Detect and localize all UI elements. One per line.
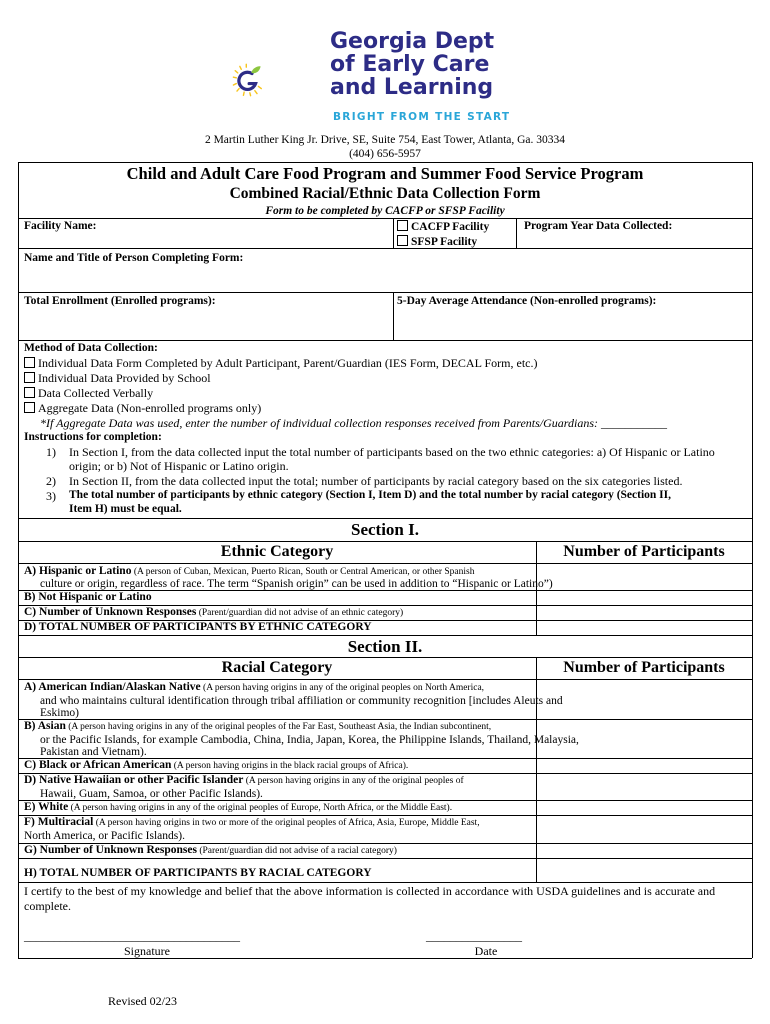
row-label: C) Number of Unknown Responses <box>24 606 197 618</box>
date-line[interactable]: ________________ <box>426 929 522 943</box>
method-option-label: Individual Data Form Completed by Adult Participant, Parent/Guardian (IES Form, DECAL Form, etc.) <box>38 356 538 370</box>
signature-label: Signature <box>124 944 170 958</box>
instruction-3-line-1: The total number of participants by ethnic category (Section I, Item D) and the total number by racial category (Section II, <box>69 489 671 501</box>
row-desc: (A person having origins in the black racial groups of Africa). <box>171 761 409 771</box>
sfsp-checkbox[interactable] <box>397 235 408 246</box>
method-option-label: Data Collected Verbally <box>38 386 154 400</box>
ethnic-row-a-desc2: culture or origin, regardless of race. The term “Spanish origin” can be used in addition to “Hispanic or Latino”) <box>40 578 553 590</box>
racial-row-a <box>24 681 484 693</box>
form-subtitle: Combined Racial/Ethnic Data Collection Form <box>229 185 541 202</box>
ethnic-row-c <box>24 606 403 618</box>
org-name <box>330 30 494 99</box>
method-option-4[interactable] <box>24 401 261 416</box>
racial-row-b-desc3: Pakistan and Vietnam). <box>40 746 147 758</box>
row-desc: (A person having origins in any of the original peoples of Europe, North Africa, or the Middle East). <box>68 803 453 813</box>
racial-row-h: H) TOTAL NUMBER OF PARTICIPANTS BY RACIAL CATEGORY <box>24 867 372 879</box>
instruction-2-num: 2) <box>46 474 56 488</box>
decal-logo-mark <box>232 34 332 126</box>
method-option-label: Aggregate Data (Non-enrolled programs only) <box>38 401 262 415</box>
racial-row-e <box>24 801 452 813</box>
method-option-3[interactable] <box>24 386 153 401</box>
program-year-label: Program Year Data Collected: <box>524 220 673 232</box>
row-desc: (A person having origins in any of the original peoples of <box>243 776 464 786</box>
racial-row-c <box>24 759 408 771</box>
checkbox[interactable] <box>24 402 35 413</box>
row-desc: (A person having origins in any of the original peoples of the Far East, Southeast Asia, the Indian subcontinent, <box>65 722 492 732</box>
row-desc: (A person of Cuban, Mexican, Puerto Rican, South or Central American, or other Spanish <box>131 567 475 577</box>
racial-category-header: Racial Category <box>221 659 333 676</box>
cacfp-checkbox[interactable] <box>397 220 408 231</box>
instruction-1-line-2: origin; or b) Not of Hispanic or Latino origin. <box>69 459 289 473</box>
checkbox[interactable] <box>24 357 35 368</box>
instruction-1-num: 1) <box>46 445 56 459</box>
enrollment-label: Total Enrollment (Enrolled programs): <box>24 295 216 307</box>
aggregate-note: *If Aggregate Data was used, enter the number of individual collection responses received from Parents/Guardians: ___________ <box>40 416 668 430</box>
racial-row-f-desc2: North America, or Pacific Islands). <box>24 830 185 842</box>
instruction-3-line-2: Item H) must be equal. <box>69 503 182 515</box>
cacfp-checkbox-row[interactable] <box>397 220 489 233</box>
instructions-title: Instructions for completion: <box>24 431 162 443</box>
ethnic-count-header: Number of Participants <box>563 543 725 560</box>
racial-row-a-desc2: and who maintains cultural identification through tribal affiliation or community recognition [includes Aleuts and <box>40 695 563 707</box>
address: 2 Martin Luther King Jr. Drive, SE, Suite 754, East Tower, Atlanta, Ga. 30334 <box>204 134 566 146</box>
instruction-2-line-1: In Section II, from the data collected input the total; number of participants by racial category based on the six categories listed. <box>69 474 683 488</box>
racial-row-d-desc2: Hawaii, Guam, Samoa, or other Pacific Islands). <box>40 788 263 800</box>
method-option-2[interactable] <box>24 371 211 386</box>
ethnic-row-a <box>24 565 474 577</box>
org-name-line-3: and Learning <box>330 75 494 100</box>
checkbox[interactable] <box>24 372 35 383</box>
facility-name-label: Facility Name: <box>24 220 97 232</box>
instruction-3-num: 3) <box>46 489 56 503</box>
sfsp-checkbox-row[interactable] <box>397 235 477 248</box>
row-desc: (A person having origins in any of the original peoples on North America, <box>200 683 485 693</box>
org-tagline: BRIGHT FROM THE START <box>333 111 511 123</box>
section-2-heading: Section II. <box>347 637 423 656</box>
racial-row-d <box>24 774 464 786</box>
org-name-line-2: of Early Care <box>330 52 490 77</box>
signature-line[interactable]: ____________________________________ <box>24 929 240 943</box>
sfsp-label: SFSP Facility <box>411 236 478 248</box>
racial-row-g <box>24 844 397 856</box>
form-title: Child and Adult Care Food Program and Summer Food Service Program <box>126 164 644 183</box>
racial-row-a-desc3: Eskimo) <box>40 707 79 719</box>
method-option-label: Individual Data Provided by School <box>38 371 211 385</box>
checkbox[interactable] <box>24 387 35 398</box>
revision-date: Revised 02/23 <box>108 994 177 1008</box>
ethnic-category-header: Ethnic Category <box>220 543 334 560</box>
row-label: F) Multiracial <box>24 816 94 828</box>
certify-line-2: complete. <box>24 899 71 913</box>
date-label: Date <box>474 944 498 958</box>
ethnic-row-d: D) TOTAL NUMBER OF PARTICIPANTS BY ETHNIC CATEGORY <box>24 621 372 633</box>
section-1-heading: Section I. <box>351 520 419 539</box>
person-completing-label: Name and Title of Person Completing Form: <box>24 252 244 264</box>
racial-row-b-desc2: or the Pacific Islands, for example Cambodia, China, India, Japan, Korea, the Philippine Islands, Thailand, Malaysia, <box>40 734 579 746</box>
phone: (404) 656-5957 <box>349 148 421 160</box>
row-label: C) Black or African American <box>24 759 172 771</box>
racial-row-f <box>24 816 480 828</box>
cacfp-label: CACFP Facility <box>411 221 490 233</box>
attendance-label: 5-Day Average Attendance (Non-enrolled programs): <box>397 295 657 307</box>
row-label: A) Hispanic or Latino <box>24 565 132 577</box>
method-title: Method of Data Collection: <box>24 342 158 354</box>
row-label: G) Number of Unknown Responses <box>24 844 197 856</box>
row-label: E) White <box>24 801 69 813</box>
row-label: D) Native Hawaiian or other Pacific Islander <box>24 774 244 786</box>
row-label: A) American Indian/Alaskan Native <box>24 681 201 693</box>
form-note: Form to be completed by CACFP or SFSP Facility <box>265 205 505 217</box>
certify-line-1: I certify to the best of my knowledge and belief that the above information is collected in accordance with USDA guidelines and is accurate and <box>24 884 716 898</box>
org-name-line-1: Georgia Dept <box>330 29 495 54</box>
ethnic-row-b: B) Not Hispanic or Latino <box>24 591 152 603</box>
racial-row-b <box>24 720 491 732</box>
row-desc: (A person having origins in two or more of the original peoples of Africa, Asia, Europe, Middle East, <box>93 818 480 828</box>
row-desc: (Parent/guardian did not advise of a racial category) <box>196 846 397 856</box>
row-desc: (Parent/guardian did not advise of an ethnic category) <box>196 608 404 618</box>
method-option-1[interactable] <box>24 356 537 371</box>
instruction-1-line-1: In Section I, from the data collected input the total number of participants based on the two ethnic categories: a) Of Hispanic or Latino <box>69 445 715 459</box>
row-label: B) Asian <box>24 720 66 732</box>
racial-count-header: Number of Participants <box>563 659 725 676</box>
